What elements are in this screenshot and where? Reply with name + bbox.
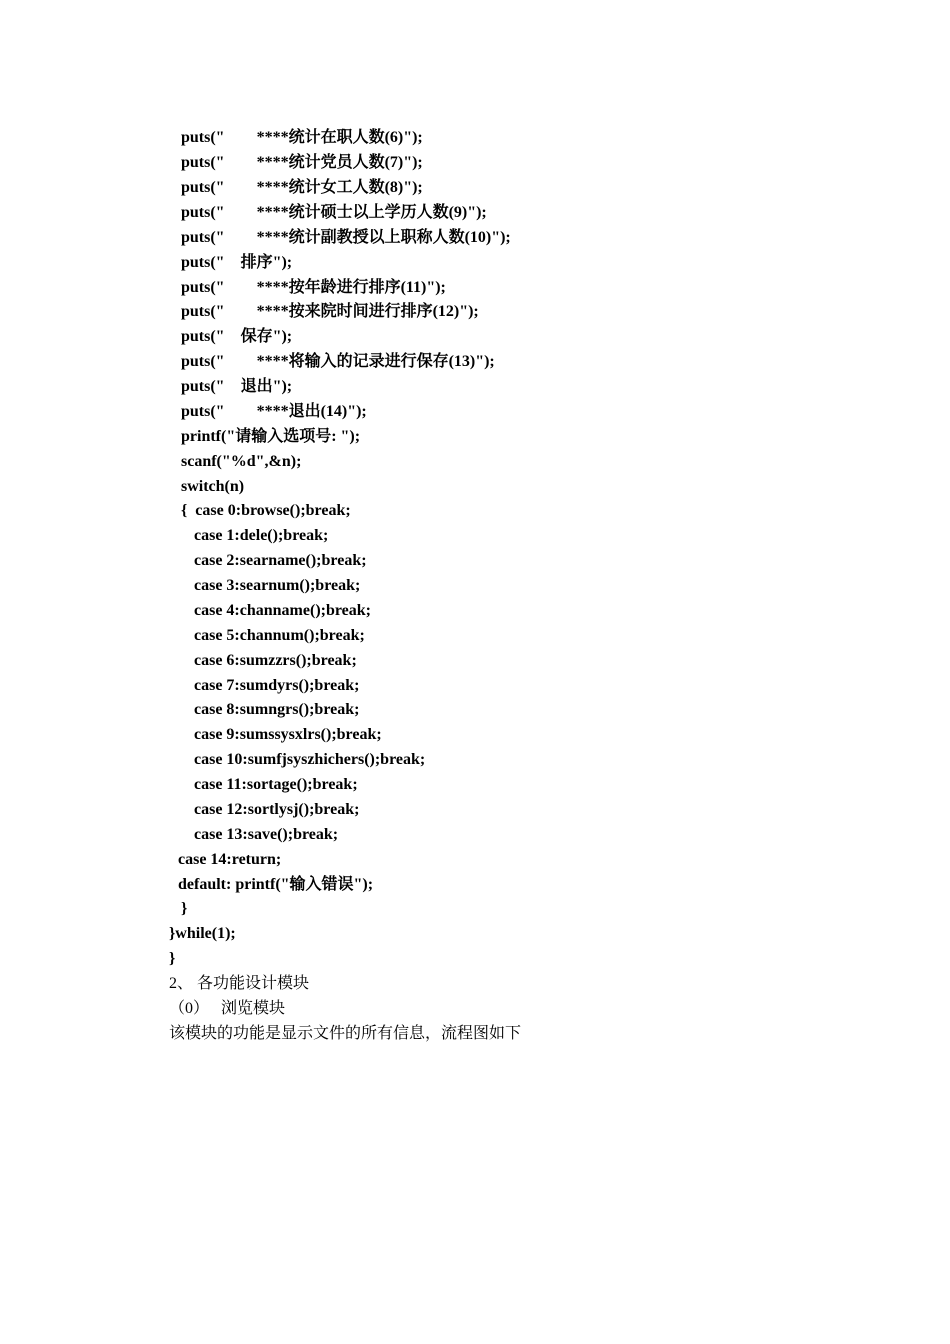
- code-line: case 2:searname();break;: [194, 552, 367, 569]
- code-line: case 11:sortage();break;: [194, 776, 358, 793]
- code-line: { case 0:browse();break;: [181, 502, 351, 519]
- code-line: puts(" ****按来院时间进行排序(12)");: [181, 303, 479, 320]
- code-line: puts(" ****按年龄进行排序(11)");: [181, 279, 446, 296]
- code-line: case 13:save();break;: [194, 826, 339, 843]
- code-line: case 9:sumssysxlrs();break;: [194, 726, 382, 743]
- code-line: case 4:channame();break;: [194, 602, 372, 619]
- code-line: puts(" 保存");: [181, 328, 293, 345]
- code-line: case 12:sortlysj();break;: [194, 801, 360, 818]
- section-heading: 2、 各功能设计模块: [169, 975, 310, 992]
- code-line: puts(" ****统计副教授以上职称人数(10)");: [181, 229, 511, 246]
- code-line: puts(" ****统计硕士以上学历人数(9)");: [181, 204, 487, 221]
- description-paragraph: 该模块的功能是显示文件的所有信息，流程图如下: [169, 1025, 522, 1042]
- code-line: case 10:sumfjsyszhichers();break;: [194, 751, 426, 768]
- code-line: puts(" 排序");: [181, 254, 293, 271]
- code-line: default: printf("输入错误");: [178, 876, 374, 893]
- code-line: puts(" ****统计在职人数(6)");: [181, 129, 423, 146]
- code-line: scanf("%d",&n);: [181, 453, 302, 470]
- code-line: }while(1);: [169, 925, 236, 942]
- code-line: puts(" ****将输入的记录进行保存(13)");: [181, 353, 495, 370]
- code-line: switch(n): [181, 478, 245, 495]
- code-line: case 6:sumzzrs();break;: [194, 652, 357, 669]
- code-line: case 3:searnum();break;: [194, 577, 361, 594]
- code-line: puts(" ****统计女工人数(8)");: [181, 179, 423, 196]
- code-line: case 8:sumngrs();break;: [194, 701, 360, 718]
- code-line: printf("请输入选项号: ");: [181, 428, 361, 445]
- subsection-heading: （0） 浏览模块: [169, 1000, 286, 1017]
- code-line: case 5:channum();break;: [194, 627, 365, 644]
- code-line: puts(" 退出");: [181, 378, 293, 395]
- code-line: }: [169, 950, 176, 967]
- code-line: case 7:sumdyrs();break;: [194, 677, 360, 694]
- code-line: puts(" ****退出(14)");: [181, 403, 367, 420]
- code-line: puts(" ****统计党员人数(7)");: [181, 154, 423, 171]
- code-line: case 1:dele();break;: [194, 527, 329, 544]
- code-line: }: [181, 900, 188, 917]
- code-line: case 14:return;: [178, 851, 282, 868]
